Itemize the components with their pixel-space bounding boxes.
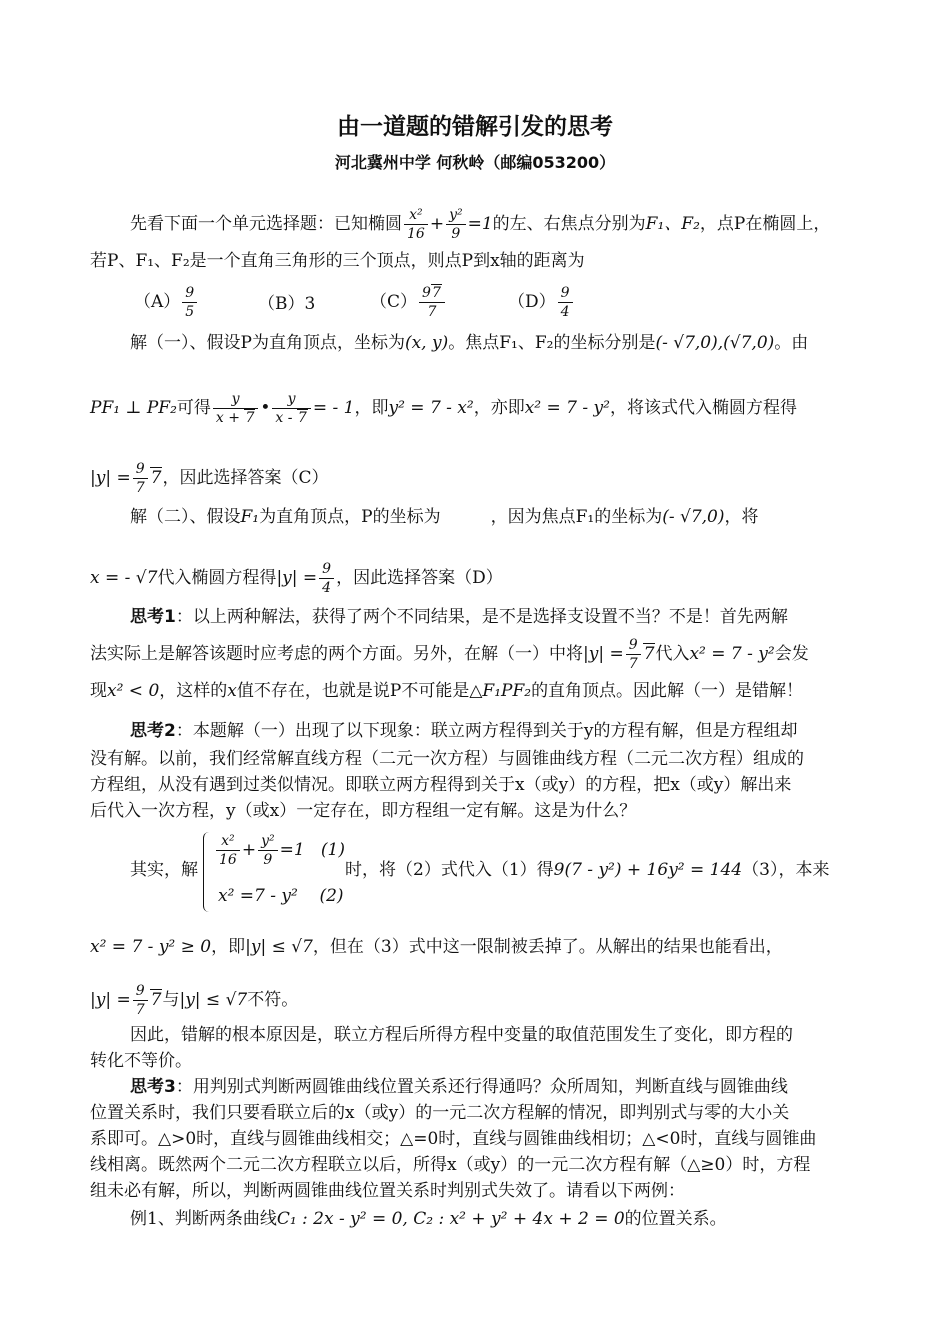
sol2-line-1: 解（二）、假设F₁为直角顶点，P的坐标为 ，因为焦点F₁的坐标为(- √7,0)，将 xyxy=(130,507,759,527)
think2-line-5a: 其实，解 xyxy=(130,860,198,880)
option-b: （B）3 xyxy=(258,294,316,314)
think3-line-5: 组未必有解，所以，判断两圆锥曲线位置关系时判别式失效了。请看以下两例： xyxy=(90,1181,685,1201)
option-d: （D） $\frac{9}{4}$ xyxy=(508,284,575,321)
problem-line-1: 先看下面一个单元选择题：已知椭圆 $\frac{\text{x²}}{16}$ + $\frac{\text{y²}}{9}$ =1的左、右焦点分别为F₁、F₂，点P在椭圆上， xyxy=(130,207,831,242)
think3-line-1: 思考3：用判别式判断两圆锥曲线位置关系还行得通吗？众所周知，判断直线与圆锥曲线 xyxy=(130,1077,788,1097)
think1-line-3: 现x² < 0，这样的x值不存在，也就是说P不可能是△F₁PF₂的直角顶点。因此解（一）是错解！ xyxy=(90,681,804,701)
sol1-line-2: PF₁ ⊥ PF₂可得 $\frac{y}{x + 7}$ • $\frac{y}{x - 7}$ = - 1，即y² = 7 - x²，亦即x² = 7 - y²，将该式代入椭圆方程得 xyxy=(90,391,797,426)
think2-line-7: |y| = $\frac{9}{7}$ 7与|y| ≤ √7不符。 xyxy=(90,983,299,1018)
think3-line-4: 线相离。既然两个二元二次方程联立以后，所得x（或y）的一元二次方程有解（△≥0）时，方程 xyxy=(90,1155,811,1175)
sol1-line-3: |y| = $\frac{9}{7}$ 7，因此选择答案（C） xyxy=(90,461,329,496)
think3-line-3: 系即可。△>0时，直线与圆锥曲线相交；△=0时，直线与圆锥曲线相切；△<0时，直线与圆锥曲 xyxy=(90,1129,817,1149)
option-a: （A） $\frac{9}{5}$ xyxy=(134,284,199,321)
sol1-line-1: 解（一）、假设P为直角顶点，坐标为(x, y)。焦点F₁、F₂的坐标分别是(- √7,0),(√7,0)。由 xyxy=(130,333,809,353)
option-c: （C） $\frac{97}{7}$ xyxy=(370,284,447,321)
problem-line-2: 若P、F₁、F₂是一个直角三角形的三个顶点，则点P到x轴的距离为 xyxy=(90,251,585,271)
think2-line-4: 后代入一次方程，y（或x）一定存在，即方程组一定有解。这是为什么？ xyxy=(90,801,637,821)
think2-line-5b: 时，将（2）式代入（1）得9(7 - y²) + 16y² = 144（3），本来 xyxy=(345,860,830,880)
page-title: 由一道题的错解引发的思考 xyxy=(337,114,613,140)
think2-line-2: 没有解。以前，我们经常解直线方程（二元一次方程）与圆锥曲线方程（二元二次方程）组成的 xyxy=(90,749,804,769)
think1-line-2: 法实际上是解答该题时应考虑的两个方面。另外，在解（一）中将|y| = $\frac{9}{7}$ 7代入x² = 7 - y²会发 xyxy=(90,637,809,672)
think2-line-9: 转化不等价。 xyxy=(90,1051,192,1071)
think2-line-8: 因此，错解的根本原因是，联立方程后所得方程中变量的取值范围发生了变化，即方程的 xyxy=(130,1025,793,1045)
sol2-line-2: x = - √7代入椭圆方程得|y| = $\frac{9}{4}$ ，因此选择答案（D） xyxy=(90,561,503,596)
think3-line-6: 例1、判断两条曲线C₁ : 2x - y² = 0, C₂ : x² + y² + 4x + 2 = 0的位置关系。 xyxy=(130,1209,727,1229)
think3-line-2: 位置关系时，我们只要看联立后的x（或y）的一元二次方程解的情况，即判别式与零的大小关 xyxy=(90,1103,790,1123)
think2-line-6: x² = 7 - y² ≥ 0，即|y| ≤ √7，但在（3）式中这一限制被丢掉了。从解出的结果也能看出， xyxy=(90,937,783,957)
think2-line-3: 方程组，从没有遇到过类似情况。即联立两方程得到关于x（或y）的方程，把x（或y）解出来 xyxy=(90,775,792,795)
think2-line-1: 思考2：本题解（一）出现了以下现象：联立两方程得到关于y的方程有解，但是方程组却 xyxy=(130,721,798,741)
equation-system: $\frac{\text{x²}}{16}$ + $\frac{\text{y²}}{9}$ =1 (1) x² =7 - y² (2) xyxy=(203,832,324,912)
author-line: 河北冀州中学 何秋岭（邮编053200） xyxy=(334,153,616,172)
think1-line-1: 思考1：以上两种解法，获得了两个不同结果，是不是选择支设置不当？不是！首先两解 xyxy=(130,607,788,627)
